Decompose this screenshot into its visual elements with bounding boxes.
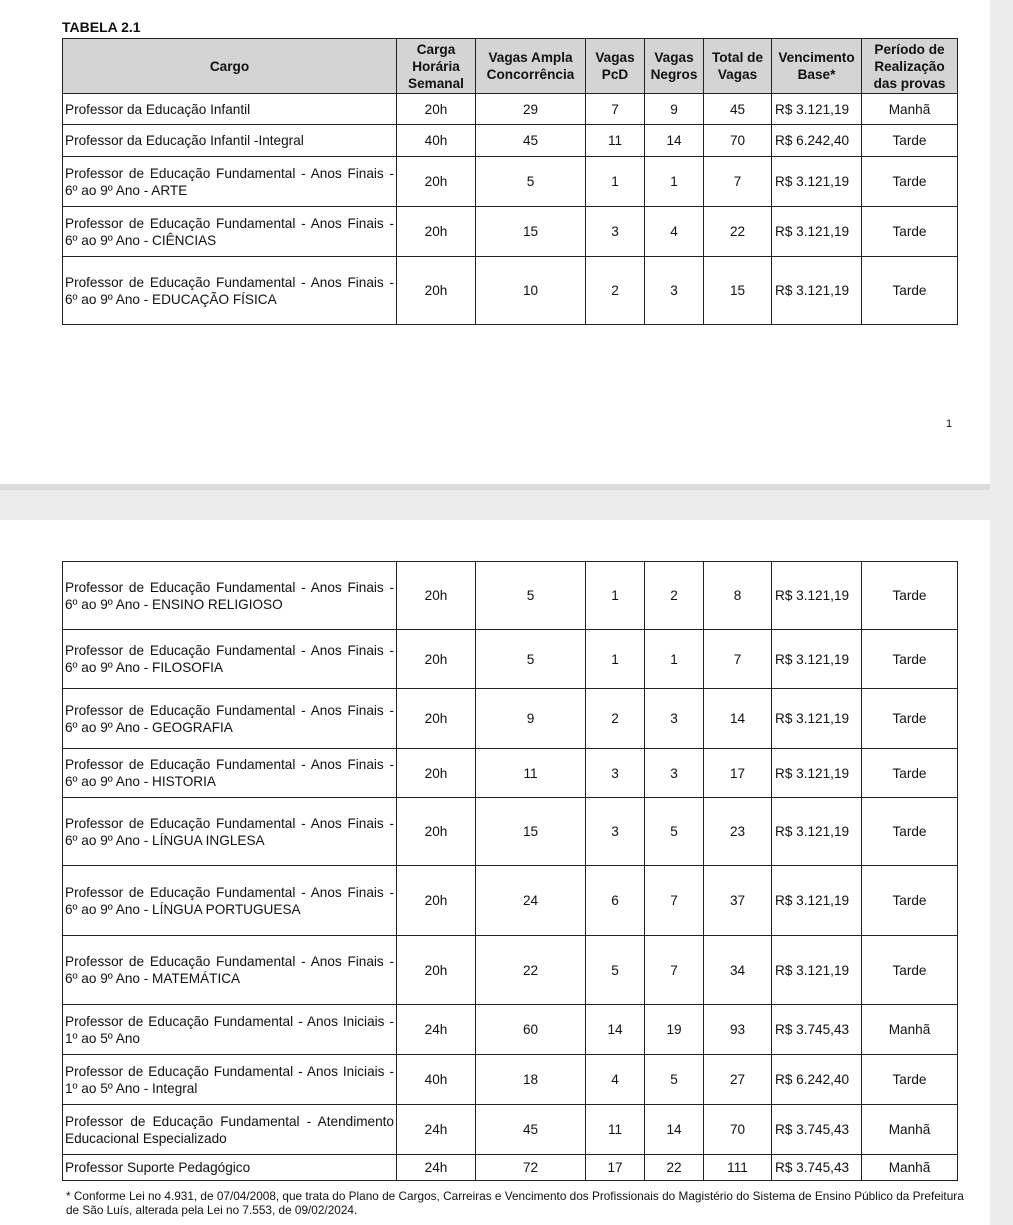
- document-page-1: [0, 0, 990, 484]
- cell-cargo: Professor de Educação Fundamental - Anos Finais - 6º ao 9º Ano - ENSINO RELIGIOSO: [63, 562, 397, 630]
- table-row: [63, 749, 958, 798]
- table-row: [63, 257, 958, 325]
- table-body-part-2: [63, 562, 958, 1181]
- cell-carga-horaria: 20h: [397, 257, 476, 325]
- cell-vencimento: R$ 3.121,19: [772, 257, 862, 325]
- cell-vagas-negros: 5: [645, 798, 704, 866]
- header-carga-horaria: Carga Horária Semanal: [397, 39, 476, 94]
- cell-vencimento: R$ 3.121,19: [772, 157, 862, 207]
- cell-periodo: Tarde: [862, 1055, 958, 1105]
- cell-vagas-ampla: 15: [476, 798, 586, 866]
- cell-vagas-ampla: 18: [476, 1055, 586, 1105]
- page-number: 1: [946, 418, 953, 430]
- table-row: [63, 866, 958, 936]
- cell-vencimento: R$ 3.745,43: [772, 1155, 862, 1181]
- cell-total-vagas: 7: [704, 630, 772, 689]
- cell-vagas-pcd: 3: [586, 207, 645, 257]
- table-row: [63, 1155, 958, 1181]
- cell-cargo: Professor de Educação Fundamental - Anos Iniciais - 1º ao 5º Ano: [63, 1005, 397, 1055]
- vacancies-table-part-1: [62, 38, 958, 325]
- table-row: [63, 157, 958, 207]
- cell-periodo: Manhã: [862, 94, 958, 125]
- cell-vagas-negros: 2: [645, 562, 704, 630]
- table-row: [63, 1005, 958, 1055]
- cell-total-vagas: 14: [704, 689, 772, 749]
- cell-carga-horaria: 20h: [397, 936, 476, 1005]
- cell-total-vagas: 70: [704, 1105, 772, 1155]
- cell-vagas-ampla: 45: [476, 1105, 586, 1155]
- cell-total-vagas: 7: [704, 157, 772, 207]
- cell-periodo: Tarde: [862, 866, 958, 936]
- cell-carga-horaria: 40h: [397, 125, 476, 157]
- cell-total-vagas: 93: [704, 1005, 772, 1055]
- cell-cargo: Professor de Educação Fundamental - Anos Finais - 6º ao 9º Ano - LÍNGUA INGLESA: [63, 798, 397, 866]
- cell-vencimento: R$ 3.121,19: [772, 936, 862, 1005]
- cell-cargo: Professor de Educação Fundamental - Anos Finais - 6º ao 9º Ano - ARTE: [63, 157, 397, 207]
- cell-vagas-ampla: 60: [476, 1005, 586, 1055]
- cell-periodo: Tarde: [862, 562, 958, 630]
- cell-vagas-negros: 3: [645, 689, 704, 749]
- vacancies-table-part-2: [62, 561, 958, 1181]
- cell-vencimento: R$ 3.121,19: [772, 94, 862, 125]
- header-vagas-ampla: Vagas Ampla Concorrência: [476, 39, 586, 94]
- table-row: [63, 1055, 958, 1105]
- cell-vencimento: R$ 3.121,19: [772, 689, 862, 749]
- cell-cargo: Professor de Educação Fundamental - Anos Finais - 6º ao 9º Ano - FILOSOFIA: [63, 630, 397, 689]
- cell-vagas-ampla: 5: [476, 157, 586, 207]
- cell-periodo: Manhã: [862, 1155, 958, 1181]
- table-body-part-1: [63, 94, 958, 325]
- cell-periodo: Tarde: [862, 125, 958, 157]
- cell-vencimento: R$ 6.242,40: [772, 1055, 862, 1105]
- cell-vagas-pcd: 6: [586, 866, 645, 936]
- cell-vencimento: R$ 6.242,40: [772, 125, 862, 157]
- cell-vagas-pcd: 2: [586, 689, 645, 749]
- cell-vagas-negros: 14: [645, 125, 704, 157]
- cell-carga-horaria: 20h: [397, 798, 476, 866]
- cell-vagas-negros: 7: [645, 866, 704, 936]
- cell-vagas-pcd: 3: [586, 749, 645, 798]
- cell-cargo: Professor de Educação Fundamental - Anos Finais - 6º ao 9º Ano - MATEMÁTICA: [63, 936, 397, 1005]
- cell-vagas-negros: 14: [645, 1105, 704, 1155]
- cell-cargo: Professor de Educação Fundamental - Anos Finais - 6º ao 9º Ano - HISTORIA: [63, 749, 397, 798]
- cell-total-vagas: 17: [704, 749, 772, 798]
- cell-carga-horaria: 20h: [397, 749, 476, 798]
- cell-vagas-pcd: 1: [586, 157, 645, 207]
- viewer-scroll-gutter: [990, 0, 1013, 1225]
- cell-cargo: Professor de Educação Fundamental - Anos Iniciais - 1º ao 5º Ano - Integral: [63, 1055, 397, 1105]
- cell-vagas-negros: 22: [645, 1155, 704, 1181]
- cell-carga-horaria: 20h: [397, 866, 476, 936]
- table-row: [63, 207, 958, 257]
- cell-vagas-pcd: 7: [586, 94, 645, 125]
- cell-vagas-ampla: 5: [476, 630, 586, 689]
- cell-vagas-pcd: 4: [586, 1055, 645, 1105]
- cell-vencimento: R$ 3.121,19: [772, 562, 862, 630]
- cell-vencimento: R$ 3.121,19: [772, 798, 862, 866]
- cell-total-vagas: 8: [704, 562, 772, 630]
- header-cargo: Cargo: [63, 39, 397, 94]
- document-page-2: [0, 520, 990, 1225]
- cell-periodo: Tarde: [862, 207, 958, 257]
- cell-vagas-negros: 5: [645, 1055, 704, 1105]
- cell-vagas-negros: 9: [645, 94, 704, 125]
- page-separator: [0, 484, 990, 490]
- cell-vencimento: R$ 3.745,43: [772, 1005, 862, 1055]
- cell-carga-horaria: 20h: [397, 94, 476, 125]
- cell-total-vagas: 15: [704, 257, 772, 325]
- cell-carga-horaria: 20h: [397, 207, 476, 257]
- cell-cargo: Professor de Educação Fundamental - Anos Finais - 6º ao 9º Ano - EDUCAÇÃO FÍSICA: [63, 257, 397, 325]
- cell-periodo: Tarde: [862, 257, 958, 325]
- cell-periodo: Manhã: [862, 1105, 958, 1155]
- cell-vencimento: R$ 3.121,19: [772, 866, 862, 936]
- table-row: [63, 562, 958, 630]
- cell-cargo: Professor de Educação Fundamental - Anos Finais - 6º ao 9º Ano - GEOGRAFIA: [63, 689, 397, 749]
- table-row: [63, 125, 958, 157]
- cell-vagas-pcd: 1: [586, 630, 645, 689]
- cell-cargo: Professor da Educação Infantil -Integral: [63, 125, 397, 157]
- cell-cargo: Professor de Educação Fundamental - Atendimento Educacional Especializado: [63, 1105, 397, 1155]
- table-row: [63, 94, 958, 125]
- cell-vagas-negros: 1: [645, 157, 704, 207]
- table-header-row: [63, 39, 958, 94]
- cell-vencimento: R$ 3.121,19: [772, 749, 862, 798]
- cell-total-vagas: 23: [704, 798, 772, 866]
- cell-carga-horaria: 20h: [397, 689, 476, 749]
- cell-vagas-ampla: 45: [476, 125, 586, 157]
- table-row: [63, 936, 958, 1005]
- cell-total-vagas: 45: [704, 94, 772, 125]
- table-row: [63, 689, 958, 749]
- cell-periodo: Tarde: [862, 749, 958, 798]
- cell-vagas-negros: 3: [645, 749, 704, 798]
- header-periodo: Período de Realização das provas: [862, 39, 958, 94]
- header-vagas-negros: Vagas Negros: [645, 39, 704, 94]
- cell-total-vagas: 22: [704, 207, 772, 257]
- cell-carga-horaria: 20h: [397, 157, 476, 207]
- cell-vagas-negros: 7: [645, 936, 704, 1005]
- cell-periodo: Tarde: [862, 798, 958, 866]
- table-title: TABELA 2.1: [62, 19, 141, 35]
- cell-carga-horaria: 24h: [397, 1005, 476, 1055]
- header-vagas-pcd: Vagas PcD: [586, 39, 645, 94]
- cell-vagas-negros: 3: [645, 257, 704, 325]
- cell-periodo: Tarde: [862, 157, 958, 207]
- table-row: [63, 630, 958, 689]
- cell-vagas-pcd: 14: [586, 1005, 645, 1055]
- cell-carga-horaria: 24h: [397, 1155, 476, 1181]
- cell-total-vagas: 37: [704, 866, 772, 936]
- table-row: [63, 798, 958, 866]
- cell-vagas-pcd: 1: [586, 562, 645, 630]
- cell-vagas-ampla: 9: [476, 689, 586, 749]
- cell-vagas-negros: 4: [645, 207, 704, 257]
- cell-vagas-negros: 19: [645, 1005, 704, 1055]
- cell-vagas-ampla: 10: [476, 257, 586, 325]
- cell-vagas-ampla: 15: [476, 207, 586, 257]
- cell-vagas-pcd: 3: [586, 798, 645, 866]
- cell-vagas-ampla: 72: [476, 1155, 586, 1181]
- cell-vagas-pcd: 5: [586, 936, 645, 1005]
- header-vencimento: Vencimento Base*: [772, 39, 862, 94]
- cell-periodo: Tarde: [862, 689, 958, 749]
- cell-vencimento: R$ 3.121,19: [772, 630, 862, 689]
- cell-vagas-pcd: 2: [586, 257, 645, 325]
- cell-vagas-ampla: 24: [476, 866, 586, 936]
- cell-cargo: Professor de Educação Fundamental - Anos Finais - 6º ao 9º Ano - LÍNGUA PORTUGUESA: [63, 866, 397, 936]
- cell-periodo: Tarde: [862, 630, 958, 689]
- cell-periodo: Tarde: [862, 936, 958, 1005]
- cell-total-vagas: 27: [704, 1055, 772, 1105]
- cell-vencimento: R$ 3.745,43: [772, 1105, 862, 1155]
- cell-periodo: Manhã: [862, 1005, 958, 1055]
- cell-total-vagas: 34: [704, 936, 772, 1005]
- cell-vagas-pcd: 17: [586, 1155, 645, 1181]
- cell-vagas-ampla: 5: [476, 562, 586, 630]
- cell-vagas-ampla: 11: [476, 749, 586, 798]
- cell-vagas-pcd: 11: [586, 1105, 645, 1155]
- cell-cargo: Professor da Educação Infantil: [63, 94, 397, 125]
- cell-vencimento: R$ 3.121,19: [772, 207, 862, 257]
- cell-total-vagas: 70: [704, 125, 772, 157]
- cell-cargo: Professor de Educação Fundamental - Anos Finais - 6º ao 9º Ano - CIÊNCIAS: [63, 207, 397, 257]
- cell-vagas-pcd: 11: [586, 125, 645, 157]
- cell-vagas-ampla: 29: [476, 94, 586, 125]
- cell-carga-horaria: 40h: [397, 1055, 476, 1105]
- cell-vagas-negros: 1: [645, 630, 704, 689]
- cell-vagas-ampla: 22: [476, 936, 586, 1005]
- cell-carga-horaria: 24h: [397, 1105, 476, 1155]
- footnote: * Conforme Lei no 4.931, de 07/04/2008, que trata do Plano de Cargos, Carreiras e Vencimento dos Profissionais do Magistério do Sistema de Ensino Público da Prefeitura de São Luís, alterada pela Lei no 7.553, de 09/02/2024.: [66, 1189, 964, 1217]
- cell-carga-horaria: 20h: [397, 562, 476, 630]
- header-total-vagas: Total de Vagas: [704, 39, 772, 94]
- cell-cargo: Professor Suporte Pedagógico: [63, 1155, 397, 1181]
- cell-carga-horaria: 20h: [397, 630, 476, 689]
- table-row: [63, 1105, 958, 1155]
- cell-total-vagas: 111: [704, 1155, 772, 1181]
